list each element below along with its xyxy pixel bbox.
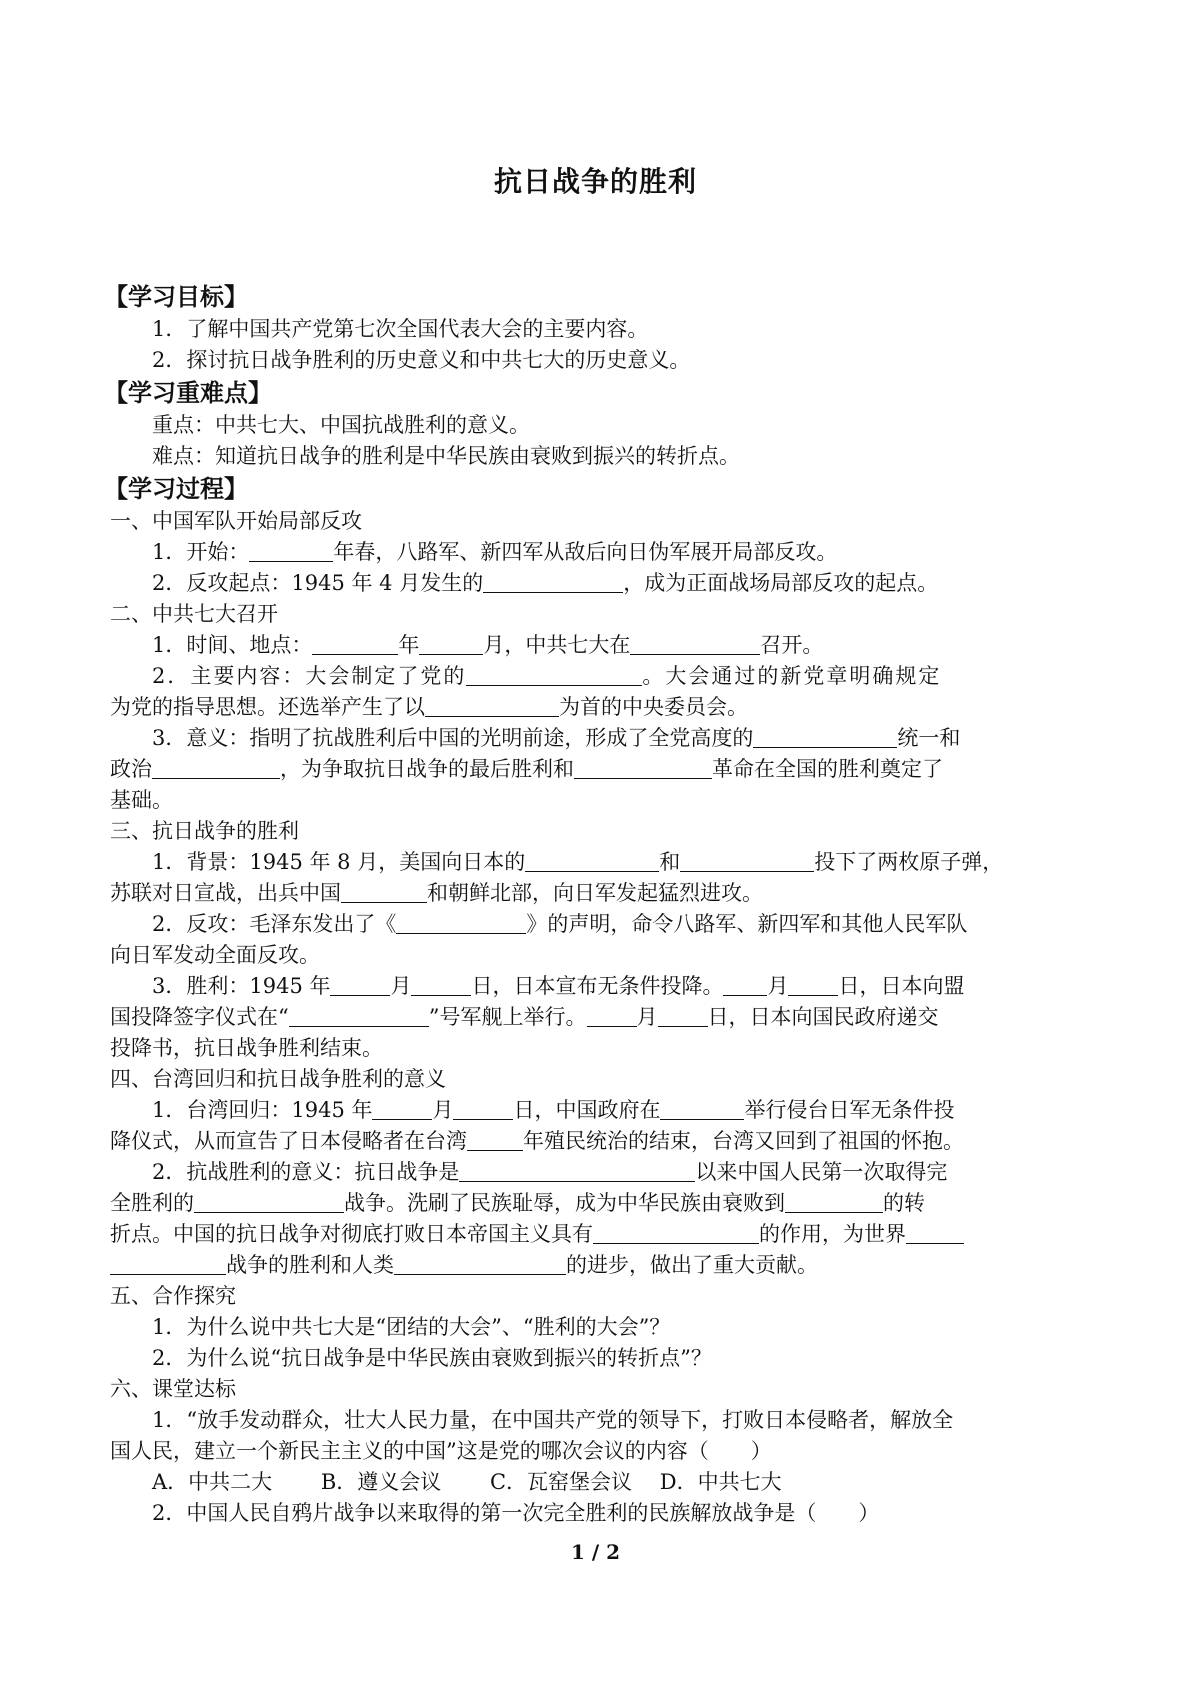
section-6-title: 六、课堂达标 bbox=[110, 1377, 236, 1401]
difficulty-heading: 【学习重难点】 bbox=[104, 379, 272, 407]
option-b[interactable]: B．遵义会议 bbox=[320, 1470, 442, 1494]
option-c[interactable]: C．瓦窑堡会议 bbox=[489, 1470, 633, 1494]
option-a[interactable]: A．中共二大 bbox=[152, 1470, 273, 1494]
quiz-q1: 1．“放手发动群众，壮大人民力量，在中国共产党的领导下，打败日本侵略者，解放全 bbox=[152, 1408, 954, 1432]
s4-item-2: 2．抗战胜利的意义：抗日战争是 以来中国人民第一次取得完 bbox=[152, 1160, 948, 1184]
discussion-q2: 2．为什么说“抗日战争是中华民族由衰败到振兴的转折点”？ bbox=[152, 1346, 712, 1370]
section-4-title: 四、台湾回归和抗日战争胜利的意义 bbox=[110, 1067, 446, 1091]
s3-item-3: 3．胜利：1945 年 月 日，日本宣布无条件投降。 月 日，日本向盟 bbox=[152, 974, 965, 998]
page-number: 1 / 2 bbox=[570, 1540, 621, 1564]
s1-item-1: 1．开始： 年春，八路军、新四军从敌后向日伪军展开局部反攻。 bbox=[152, 540, 838, 564]
s3-item-2: 2．反攻：毛泽东发出了《 》的声明，命令八路军、新四军和其他人民军队 bbox=[152, 912, 968, 936]
hard-point: 难点：知道抗日战争的胜利是中华民族由衰败到振兴的转折点。 bbox=[152, 444, 740, 468]
process-heading: 【学习过程】 bbox=[104, 475, 248, 503]
page-title: 抗日战争的胜利 bbox=[493, 165, 697, 198]
s3-item-1: 1．背景：1945 年 8 月，美国向日本的 和 投下了两枚原子弹， bbox=[152, 850, 1004, 874]
s2-item-3: 3．意义：指明了抗战胜利后中国的光明前途，形成了全党高度的 统一和 bbox=[152, 726, 961, 750]
goal-2: 2．探讨抗日战争胜利的历史意义和中共七大的历史意义。 bbox=[152, 348, 691, 372]
document-body: 【学习目标】 1．了解中国共产党第七次全国代表大会的主要内容。 2．探讨抗日战争胜利的历史意义和中共七大的历史意义。 【学习重难点】 重点：中共七大、中国抗战胜利的意义。 难点：知道抗日战争的胜利是中华民族由衰败到振兴的转折点。 【学习过程】 一、中国军队开始局部反攻 1．开始： 年春，八路军、新四军从敌后向日伪军展开局部反攻。 2．反攻起点：1945 年 4 月发生的 ，成为正面战场局部反攻的起点。 二、中共七大召开 1．时间、地点： 年 月，中共七大在 召开。 2．主要内容：大会制定了党的 。大会通过的新党章明确规定 为党的指导思想。还选举产生了以 为首的中央委员会。 3．意义：指明了抗战胜利后中国的光明前途，形成了全党高度的 统一和 政治 ，为争取抗日战争的最后胜利和 革命在全国的胜利奠定了 基础。 三、抗日战争的胜利 1．背景：1945 年 8 月，美国向日本的 和 投下了两枚原子弹， 苏联对日宣战，出兵中国 和朝鲜北部，向日军发起猛烈进攻。 2．反攻：毛泽东发出了《 》的声明，命令八路军、新四军和其他人民军队 向日军发动全面反攻。 3．胜利：1945 年 月 日，日本宣布无条件投降。 月 日，日本向盟 国投降签字仪式在“ ”号军舰上举行。 月 日，日本向国民政府递交 投降书，抗日战争胜利结束。 四、台湾回归和抗日战争胜利的意义 1．台湾回归：1945 年 月 日，中国政府在 举行侵台日军无条件投 降仪式，从而宣告了日本侵略者在台湾 年殖民统治的结束，台湾又回到了祖国的怀抱。 2．抗战胜利的意义：抗日战争是 以来中国人民第一次取得完 全胜利的 战争。洗刷了民族耻辱，成为中华民族由衰败到 的转 折点。中国的抗日战争对彻底打败日本帝国主义具有 的作用，为世界 战争的胜利和人类 的进步，做出了重大贡献。 五、合作探究 1．为什么说中共七大是“团结的大会”、“胜利的大会”？ 2．为什么说“抗日战争是中华民族由衰败到振兴的转折点”？ 六、课堂达标 1．“放手发动群众，壮大人民力量，在中国共产党的领导下，打败日本侵略者，解放全 国人民，建立一个新民主主义的中国”这是党的哪次会议的内容（ ） A．中共二大 B．遵义会议 C．瓦窑堡会议 D．中共七大 2．中国人民自鸦片战争以来取得的第一次完全胜利的民族解放战争是（ ） bbox=[110, 280, 1090, 1529]
quiz-q1-options bbox=[110, 1467, 1090, 1498]
s1-item-2: 2．反攻起点：1945 年 4 月发生的 ，成为正面战场局部反攻的起点。 bbox=[152, 571, 939, 595]
s4-item-1: 1．台湾回归：1945 年 月 日，中国政府在 举行侵台日军无条件投 bbox=[152, 1098, 955, 1122]
section-2-title: 二、中共七大召开 bbox=[110, 602, 278, 626]
section-1-title: 一、中国军队开始局部反攻 bbox=[110, 509, 362, 533]
section-3-title: 三、抗日战争的胜利 bbox=[110, 819, 299, 843]
goals-heading: 【学习目标】 bbox=[104, 283, 248, 311]
s2-item-1: 1．时间、地点： 年 月，中共七大在 召开。 bbox=[152, 633, 824, 657]
discussion-q1: 1．为什么说中共七大是“团结的大会”、“胜利的大会”？ bbox=[152, 1315, 671, 1339]
section-5-title: 五、合作探究 bbox=[110, 1284, 236, 1308]
goal-1: 1．了解中国共产党第七次全国代表大会的主要内容。 bbox=[152, 317, 649, 341]
quiz-q2: 2．中国人民自鸦片战争以来取得的第一次完全胜利的民族解放战争是（ ） bbox=[152, 1501, 880, 1525]
key-point: 重点：中共七大、中国抗战胜利的意义。 bbox=[152, 413, 530, 437]
option-d[interactable]: D．中共七大 bbox=[659, 1470, 782, 1494]
s2-item-2: 2．主要内容：大会制定了党的 。大会通过的新党章明确规定 bbox=[152, 664, 942, 688]
